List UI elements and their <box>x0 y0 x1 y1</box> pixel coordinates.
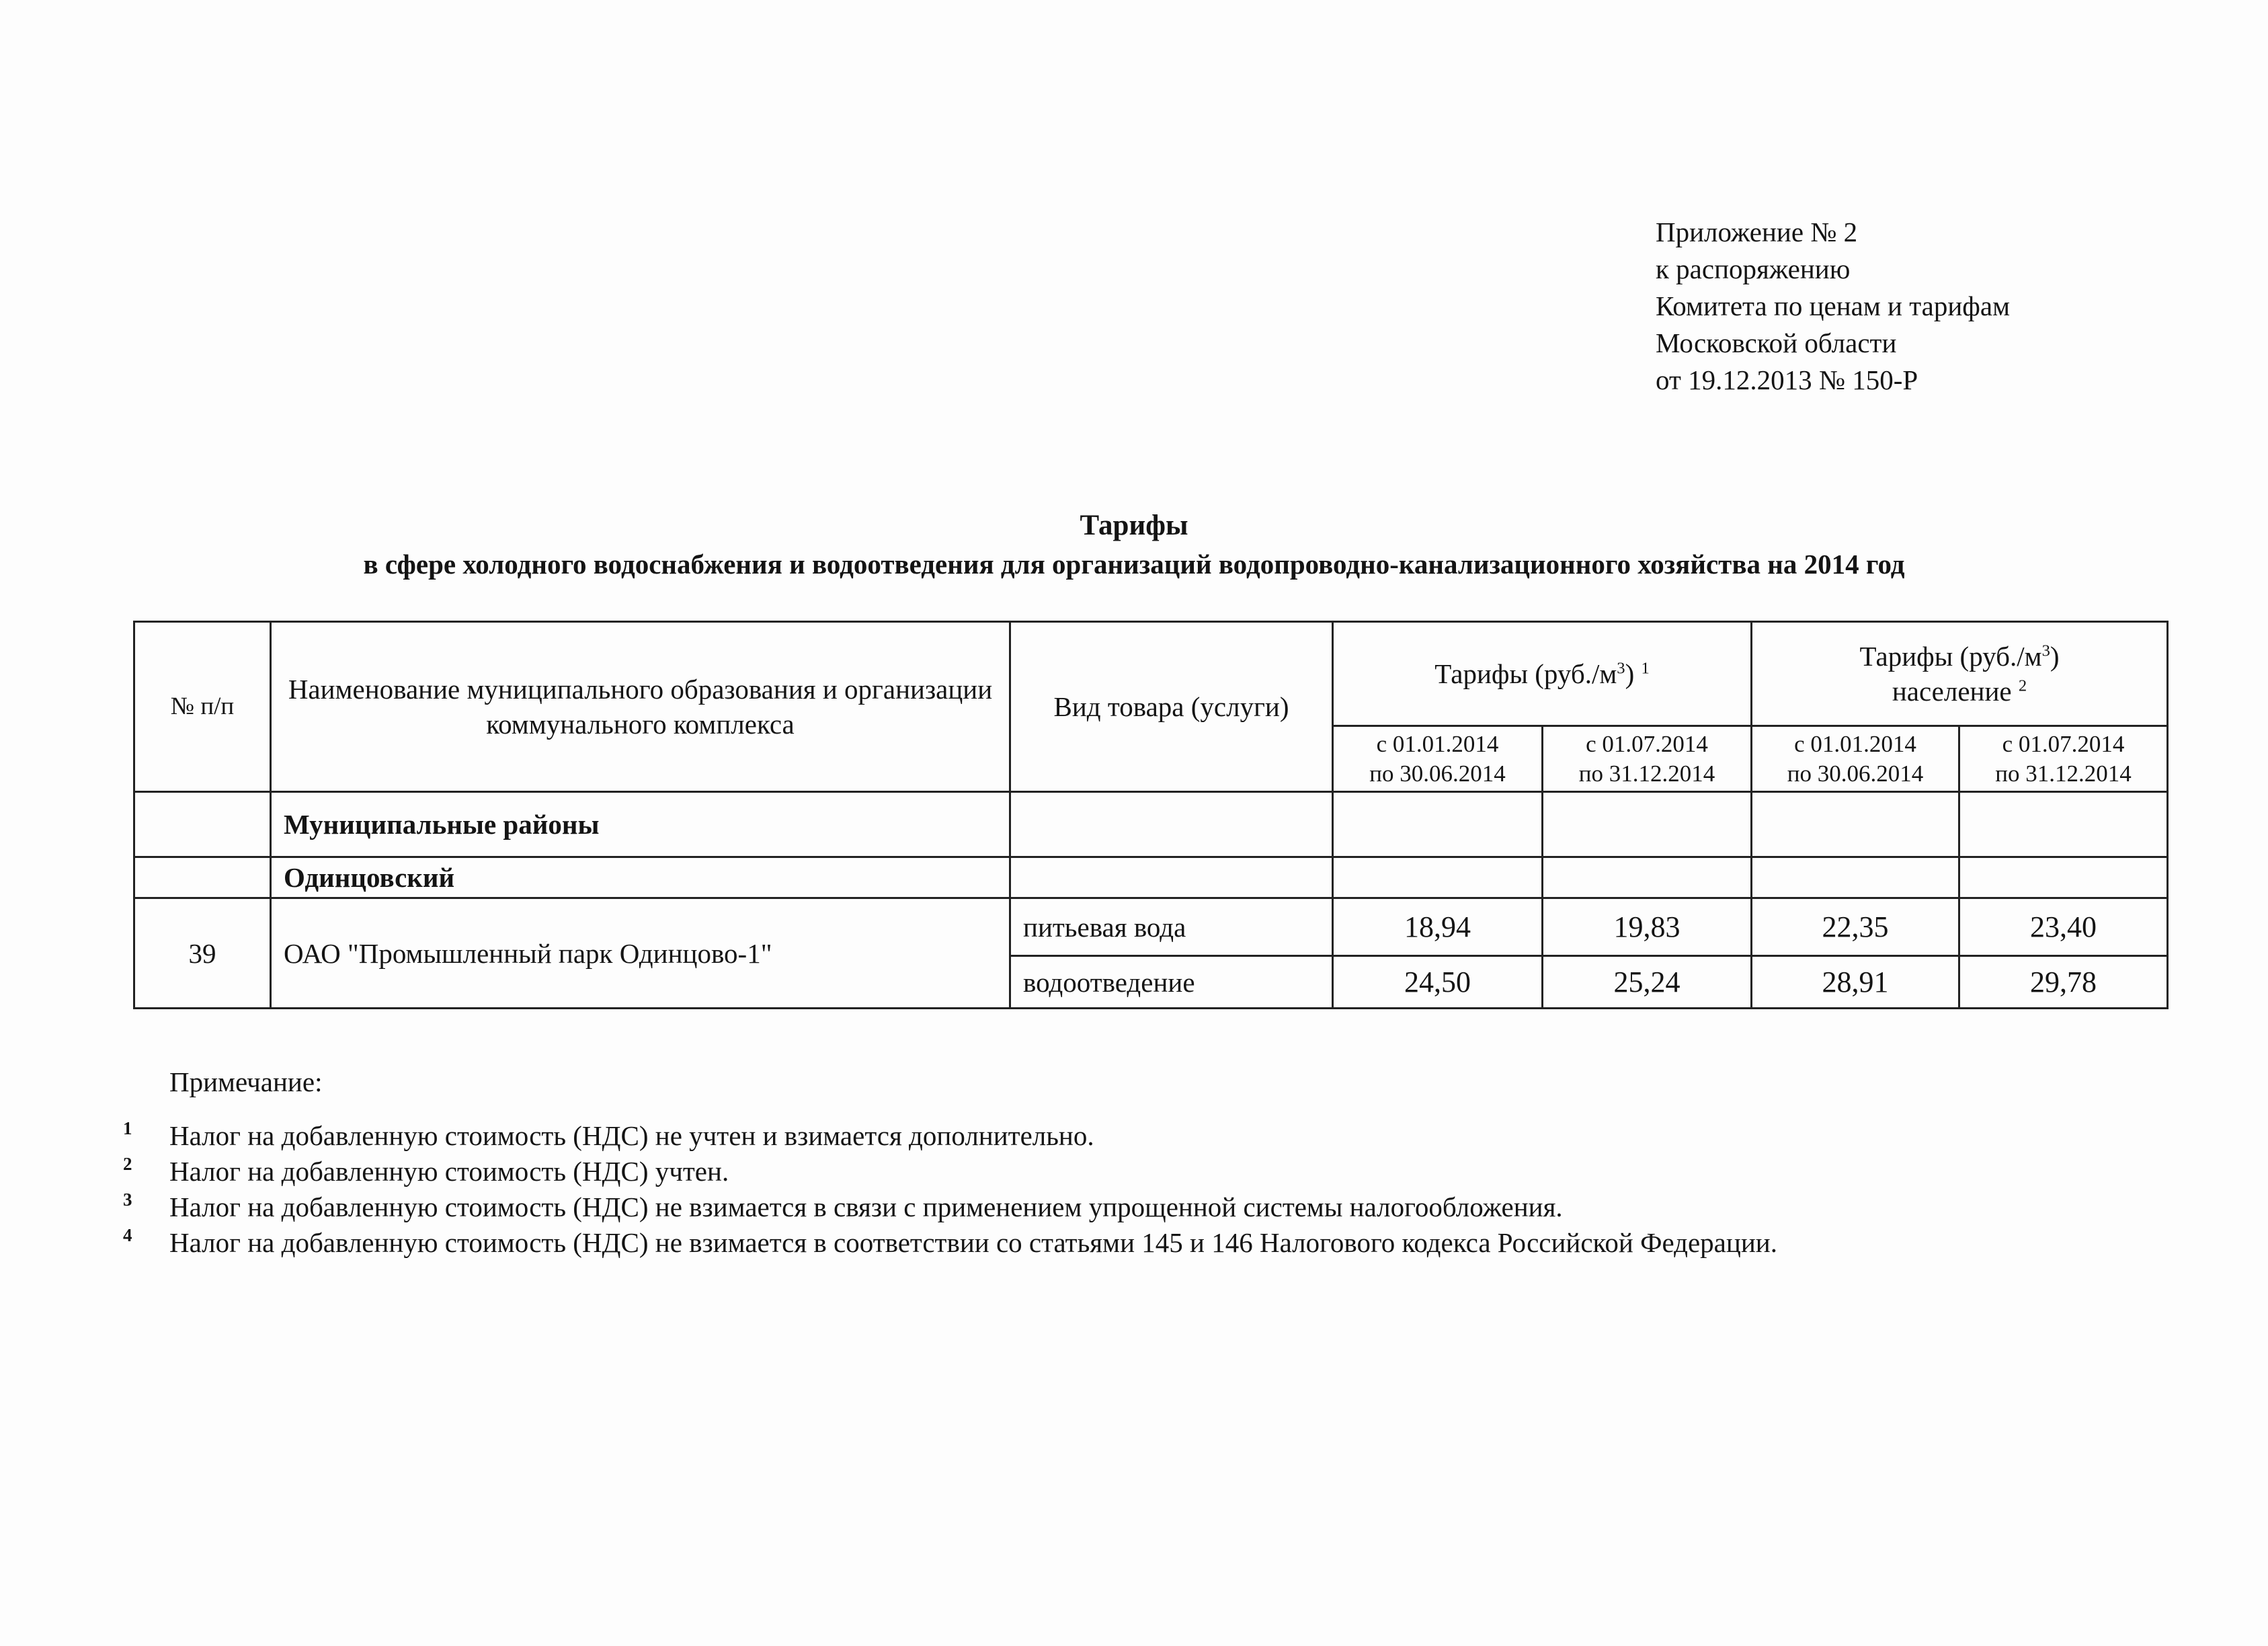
note-text: Налог на добавленную стоимость (НДС) не взимается в связи с применением упрощенной системы налогообложения. <box>169 1191 1563 1222</box>
empty-cell <box>1543 792 1752 857</box>
footnote-ref: 2 <box>2018 676 2027 695</box>
period-from: с 01.07.2014 <box>2002 730 2125 757</box>
tariff-value: 29,78 <box>1959 956 2168 1009</box>
period-cell <box>1333 726 1543 792</box>
appendix-line: Приложение № 2 <box>1656 217 1858 247</box>
note-item <box>118 1189 1777 1225</box>
tariff-value: 25,24 <box>1543 956 1752 1009</box>
empty-cell <box>1543 857 1752 898</box>
notes-title: Примечание: <box>169 1066 323 1097</box>
tariffs-table <box>133 621 2169 1009</box>
empty-cell <box>1333 792 1543 857</box>
empty-cell <box>134 792 271 857</box>
header-tariffs-prefix: Тарифы (руб./м <box>1434 658 1617 689</box>
header-tariffs-suffix: ) <box>1625 658 1635 689</box>
appendix-line: к распоряжению <box>1656 253 1851 284</box>
empty-cell <box>1333 857 1543 898</box>
appendix-line: Московской области <box>1656 327 1897 358</box>
note-marker: 1 <box>123 1118 132 1138</box>
footnote-ref: 1 <box>1641 659 1650 678</box>
note-item <box>118 1225 1777 1261</box>
tariff-value: 19,83 <box>1543 898 1752 956</box>
subsection-title: Одинцовский <box>271 857 1010 898</box>
period-cell <box>1752 726 1959 792</box>
empty-cell <box>1959 857 2168 898</box>
header-tariffs <box>1333 622 1752 726</box>
period-from: с 01.01.2014 <box>1376 730 1499 757</box>
org-name: ОАО "Промышленный парк Одинцово-1" <box>271 898 1010 1009</box>
period-to: по 30.06.2014 <box>1787 760 1924 787</box>
period-from: с 01.07.2014 <box>1586 730 1708 757</box>
header-row <box>134 622 2168 726</box>
empty-cell <box>1959 792 2168 857</box>
header-num: № п/п <box>134 622 271 792</box>
header-population-tariffs <box>1752 622 2168 726</box>
table-row <box>134 898 2168 956</box>
appendix-line: от 19.12.2013 № 150-Р <box>1656 364 1918 395</box>
subsection-row <box>134 857 2168 898</box>
header-tariffs-unit-exp: 3 <box>1617 659 1625 678</box>
empty-cell <box>1752 792 1959 857</box>
section-row <box>134 792 2168 857</box>
tariff-value: 28,91 <box>1752 956 1959 1009</box>
header-pop-suffix: ) <box>2050 641 2060 672</box>
period-to: по 30.06.2014 <box>1369 760 1506 787</box>
header-pop-line2: население <box>1892 676 2012 707</box>
empty-cell <box>1010 857 1333 898</box>
service-name: водоотведение <box>1010 956 1333 1009</box>
tariff-value: 22,35 <box>1752 898 1959 956</box>
period-to: по 31.12.2014 <box>1578 760 1715 787</box>
empty-cell <box>1010 792 1333 857</box>
tariff-value: 24,50 <box>1333 956 1543 1009</box>
period-to: по 31.12.2014 <box>1995 760 2132 787</box>
row-number: 39 <box>134 898 271 1009</box>
note-item <box>118 1154 1777 1189</box>
header-org-name: Наименование муниципального образования и организации коммунального комплекса <box>271 622 1010 792</box>
appendix-reference <box>1656 214 2010 399</box>
note-text: Налог на добавленную стоимость (НДС) не учтен и взимается дополнительно. <box>169 1120 1094 1151</box>
note-marker: 4 <box>123 1225 132 1245</box>
section-title: Муниципальные районы <box>271 792 1010 857</box>
period-cell <box>1959 726 2168 792</box>
document-subtitle: в сфере холодного водоснабжения и водоотведения для организаций водопроводно-канализационного хозяйства на 2014 год <box>363 549 1905 580</box>
tariff-value: 18,94 <box>1333 898 1543 956</box>
tariff-value: 23,40 <box>1959 898 2168 956</box>
note-marker: 3 <box>123 1189 132 1210</box>
header-pop-prefix: Тарифы (руб./м <box>1859 641 2042 672</box>
appendix-line: Комитета по ценам и тарифам <box>1656 290 2011 321</box>
header-pop-unit-exp: 3 <box>2041 641 2050 660</box>
header-service: Вид товара (услуги) <box>1010 622 1333 792</box>
note-text: Налог на добавленную стоимость (НДС) не взимается в соответствии со статьями 145 и 146 Налогового кодекса Российской Федерации. <box>169 1227 1777 1258</box>
period-from: с 01.01.2014 <box>1794 730 1916 757</box>
empty-cell <box>1752 857 1959 898</box>
note-item <box>118 1118 1777 1154</box>
note-marker: 2 <box>123 1154 132 1174</box>
note-text: Налог на добавленную стоимость (НДС) учтен. <box>169 1156 729 1187</box>
period-cell <box>1543 726 1752 792</box>
document-title: Тарифы <box>1080 510 1188 541</box>
service-name: питьевая вода <box>1010 898 1333 956</box>
notes-section <box>118 1066 1777 1261</box>
empty-cell <box>134 857 271 898</box>
